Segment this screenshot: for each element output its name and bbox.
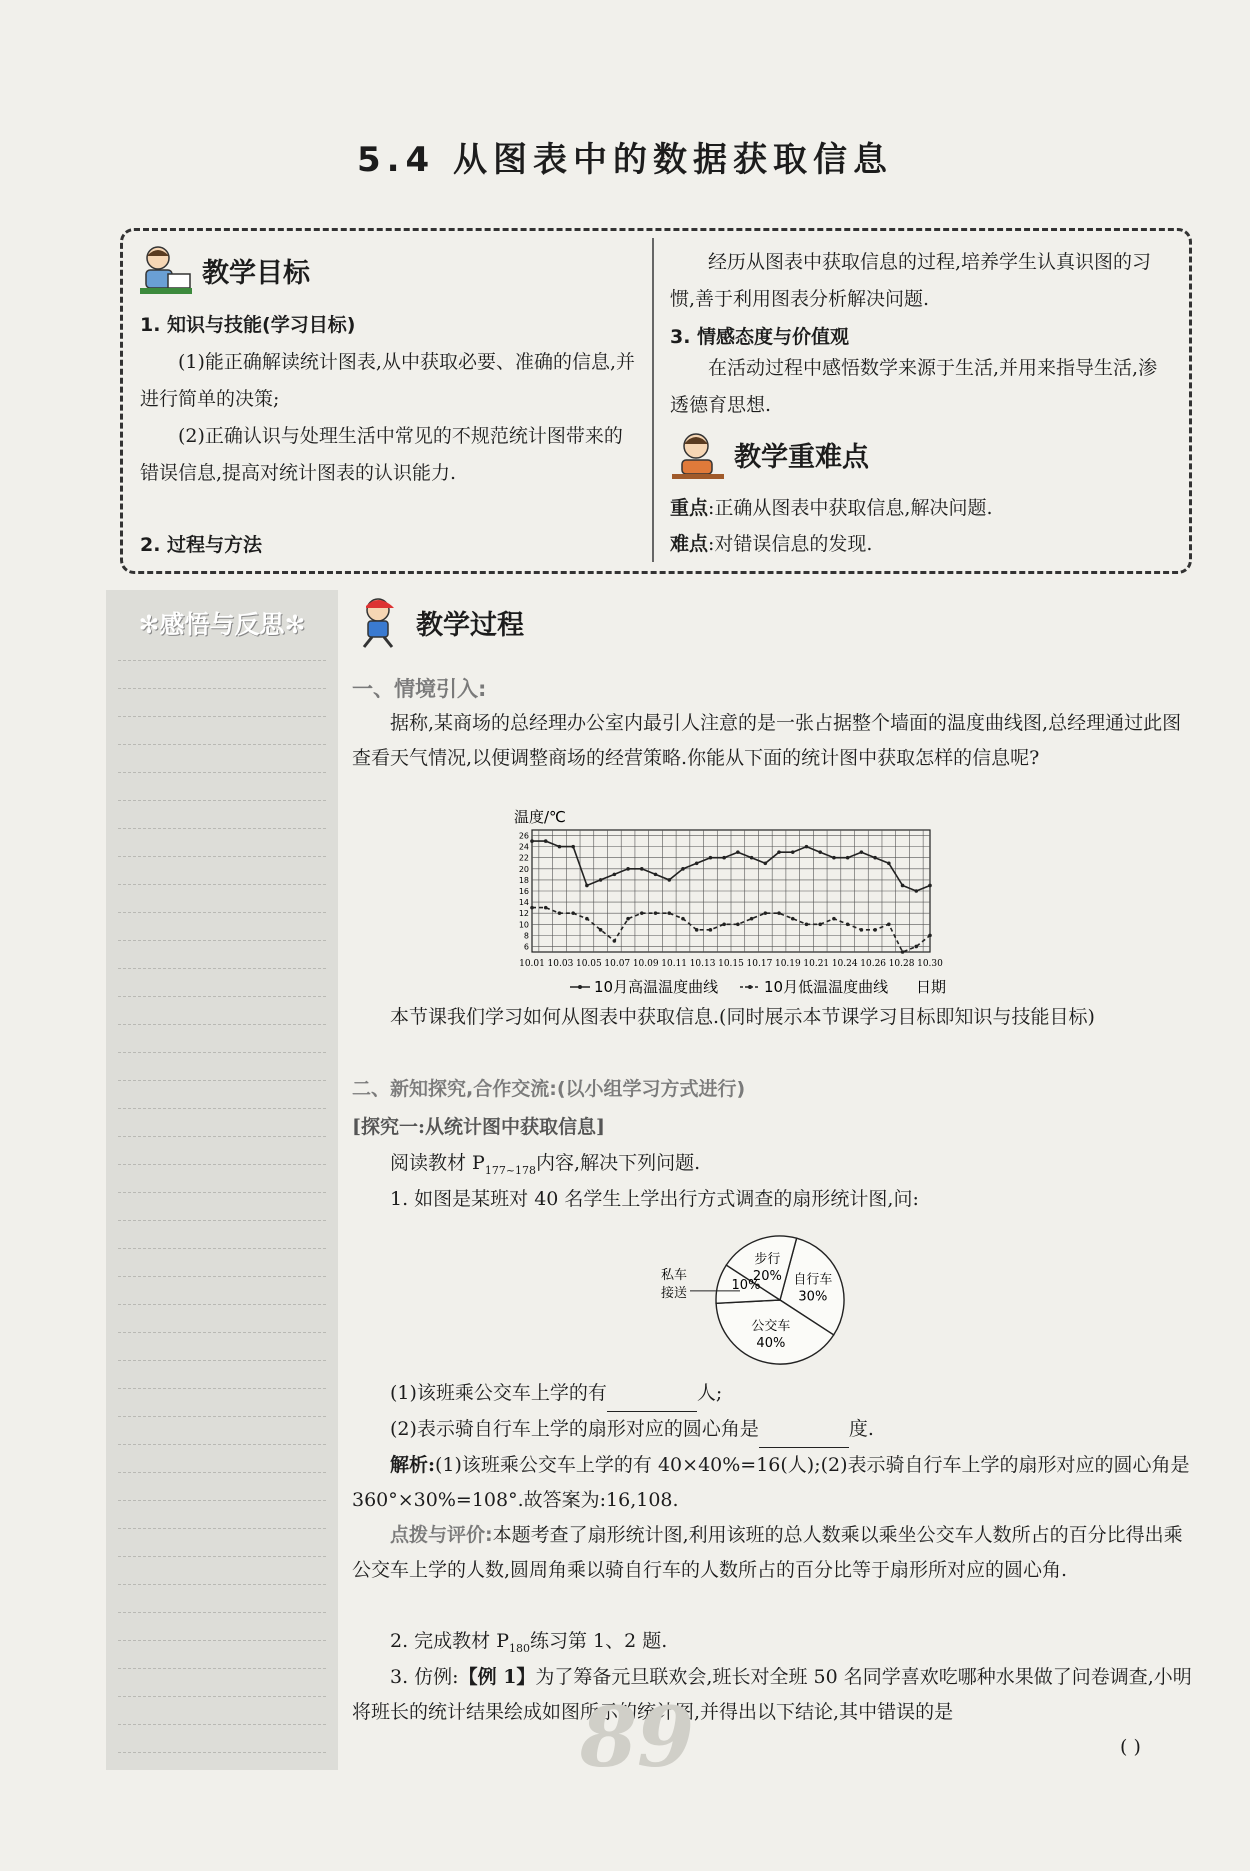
data-point bbox=[599, 878, 603, 882]
pie-value: 30% bbox=[798, 1289, 828, 1305]
question-1b: (2)表示骑自行车上学的扇形对应的圆心角是 度. bbox=[352, 1412, 1194, 1448]
analysis: 解析:(1)该班乘公交车上学的有 40×40%=16(人);(2)表示骑自行车上学的扇形对应的圆心角是 360°×30%=108°.故答案为:16,108. bbox=[352, 1454, 1190, 1511]
objective-3-title: 3. 情感态度与价值观 bbox=[670, 326, 850, 348]
travel-mode-pie-chart bbox=[660, 1210, 900, 1380]
data-point bbox=[709, 856, 713, 860]
pie-label: 私车 bbox=[660, 1267, 688, 1283]
answer-blank-2[interactable] bbox=[759, 1412, 849, 1448]
y-tick-label: 10 bbox=[518, 920, 529, 930]
data-point bbox=[846, 922, 850, 926]
question-2: 2. 完成教材 $P_{180}$练习第 1、2 题. bbox=[390, 1630, 668, 1655]
x-tick-label: 10.01 bbox=[519, 959, 545, 969]
sidebar-rule-line bbox=[118, 1752, 326, 1753]
objective-1-item-2: (2)正确认识与处理生活中常见的不规范统计图带来的错误信息,提高对统计图表的认识能力. bbox=[140, 425, 623, 484]
sidebar-rule-line bbox=[118, 660, 326, 661]
data-point bbox=[901, 884, 905, 888]
y-tick-label: 14 bbox=[518, 898, 529, 908]
pie-label: 步行 bbox=[754, 1252, 781, 1268]
after-chart-paragraph: 本节课我们学习如何从图表中获取信息.(同时展示本节课学习目标即知识与技能目标) bbox=[390, 1006, 1095, 1028]
sidebar-rule-line bbox=[118, 1416, 326, 1417]
legend-marker bbox=[578, 985, 582, 989]
pie-value: 40% bbox=[756, 1336, 786, 1352]
data-point bbox=[818, 922, 822, 926]
sidebar-rule-line bbox=[118, 1080, 326, 1081]
data-point bbox=[613, 873, 617, 877]
sidebar-rule-line bbox=[118, 1052, 326, 1053]
data-point bbox=[736, 922, 740, 926]
y-tick-label: 8 bbox=[523, 931, 529, 941]
data-point bbox=[654, 873, 658, 877]
data-point bbox=[530, 906, 534, 910]
y-axis-label: 温度/℃ bbox=[514, 808, 566, 826]
reflection-heading: ✻感悟与反思✻ bbox=[138, 610, 306, 639]
sidebar-rule-line bbox=[118, 968, 326, 969]
key-point: 重点:正确从图表中获取信息,解决问题. bbox=[670, 497, 993, 519]
sidebar-rule-line bbox=[118, 1724, 326, 1725]
sidebar-rule-line bbox=[118, 800, 326, 801]
section-1-heading: 一、情境引入: bbox=[352, 677, 487, 701]
sidebar-rule-line bbox=[118, 1696, 326, 1697]
data-point bbox=[750, 917, 754, 921]
sidebar-rule-line bbox=[118, 856, 326, 857]
pie-value: 20% bbox=[752, 1269, 782, 1285]
data-point bbox=[832, 917, 836, 921]
y-tick-label: 24 bbox=[518, 842, 529, 852]
data-point bbox=[681, 867, 685, 871]
answer-blank-1[interactable] bbox=[607, 1376, 697, 1412]
temperature-line-chart bbox=[510, 808, 1030, 1018]
data-point bbox=[860, 928, 864, 932]
x-tick-label: 10.28 bbox=[888, 959, 915, 969]
sidebar-rule-line bbox=[118, 716, 326, 717]
data-point bbox=[626, 867, 630, 871]
y-tick-label: 16 bbox=[518, 887, 529, 896]
data-point bbox=[722, 856, 726, 860]
thinking-student-icon bbox=[670, 428, 726, 480]
sidebar-rule-line bbox=[118, 772, 326, 773]
sidebar-rule-line bbox=[118, 1332, 326, 1333]
data-point bbox=[722, 922, 726, 926]
pie-label: 接送 bbox=[660, 1285, 688, 1301]
data-point bbox=[750, 856, 754, 860]
sidebar-rule-line bbox=[118, 1388, 326, 1389]
legend-label: 10月高温温度曲线 bbox=[594, 978, 719, 996]
data-point bbox=[901, 950, 905, 954]
data-point bbox=[544, 906, 548, 910]
question-1: 1. 如图是某班对 40 名学生上学出行方式调查的扇形统计图,问: bbox=[390, 1188, 919, 1210]
running-student-icon bbox=[350, 596, 406, 648]
y-tick-label: 18 bbox=[518, 875, 529, 885]
sidebar-rule-line bbox=[118, 1584, 326, 1585]
x-tick-label: 10.26 bbox=[860, 959, 887, 969]
x-tick-label: 10.03 bbox=[547, 959, 574, 969]
x-tick-label: 10.30 bbox=[917, 959, 943, 969]
data-point bbox=[681, 917, 685, 921]
data-point bbox=[832, 856, 836, 860]
answer-parentheses[interactable]: ( ) bbox=[1120, 1736, 1141, 1758]
data-point bbox=[846, 856, 850, 860]
question-3: 3. 仿例:【例 1】为了筹备元旦联欢会,班长对全班 50 名同学喜欢吃哪种水果做了问卷调查,小明将班长的统计结果绘成如图所示的统计图,并得出以下结论,其中错误的是 bbox=[352, 1666, 1192, 1723]
sidebar-rule-line bbox=[118, 1164, 326, 1165]
objective-1-item-1: (1)能正确解读统计图表,从中获取必要、准确的信息,并进行简单的决策; bbox=[140, 351, 635, 410]
x-tick-label: 10.11 bbox=[661, 959, 688, 969]
data-point bbox=[818, 850, 822, 854]
data-point bbox=[695, 928, 699, 932]
sidebar-rule-line bbox=[118, 1612, 326, 1613]
page-title: 5.4 从图表中的数据获取信息 bbox=[356, 140, 894, 180]
sidebar-rule-line bbox=[118, 996, 326, 997]
data-point bbox=[599, 928, 603, 932]
sidebar-rule-line bbox=[118, 884, 326, 885]
reading-student-icon bbox=[138, 244, 194, 296]
data-point bbox=[887, 861, 891, 865]
keypoints-heading: 教学重难点 bbox=[670, 428, 869, 480]
data-point bbox=[777, 850, 781, 854]
intro-paragraph: 据称,某商场的总经理办公室内最引人注意的是一张占据整个墙面的温度曲线图,总经理通过此图查看天气情况,以便调整商场的经营策略.你能从下面的统计图中获取怎样的信息呢? bbox=[352, 712, 1182, 769]
data-point bbox=[558, 845, 562, 849]
sidebar-rule-line bbox=[118, 1024, 326, 1025]
objective-2-text: 经历从图表中获取信息的过程,培养学生认真识图的习惯,善于利用图表分析解决问题. bbox=[670, 251, 1152, 310]
section-2-heading: 二、新知探究,合作交流:(以小组学习方式进行) bbox=[352, 1078, 746, 1100]
x-tick-label: 10.13 bbox=[689, 959, 716, 969]
x-tick-label: 10.19 bbox=[774, 959, 801, 969]
read-textbook: 阅读教材 $P_{177\sim 178}$内容,解决下列问题. bbox=[390, 1152, 701, 1177]
data-point bbox=[667, 878, 671, 882]
process-heading: 教学过程 bbox=[350, 596, 524, 648]
difficult-point: 难点:对错误信息的发现. bbox=[670, 533, 873, 555]
sidebar-rule-line bbox=[118, 1248, 326, 1249]
data-point bbox=[777, 911, 781, 915]
data-point bbox=[571, 845, 575, 849]
sidebar-rule-line bbox=[118, 1220, 326, 1221]
sidebar-rule-line bbox=[118, 1556, 326, 1557]
y-tick-label: 6 bbox=[523, 942, 529, 952]
data-point bbox=[805, 922, 809, 926]
sidebar-rule-line bbox=[118, 688, 326, 689]
sidebar-rule-line bbox=[118, 744, 326, 745]
data-point bbox=[640, 911, 644, 915]
y-tick-label: 22 bbox=[518, 853, 529, 863]
objectives-heading: 教学目标 bbox=[138, 244, 310, 296]
x-tick-label: 10.07 bbox=[604, 959, 631, 969]
comment: 点拨与评价:本题考查了扇形统计图,利用该班的总人数乘以乘坐公交车人数所占的百分比得出乘公交车上学的人数,圆周角乘以骑自行车的人数所占的百分比等于扇形所对应的圆心角. bbox=[352, 1524, 1183, 1581]
y-tick-label: 12 bbox=[518, 909, 529, 919]
sidebar-rule-line bbox=[118, 1472, 326, 1473]
pie-label: 自行车 bbox=[793, 1272, 833, 1288]
data-point bbox=[654, 911, 658, 915]
x-tick-label: 10.24 bbox=[831, 959, 858, 969]
pie-label: 公交车 bbox=[751, 1319, 791, 1335]
data-point bbox=[585, 884, 589, 888]
sidebar-rule-line bbox=[118, 1136, 326, 1137]
sidebar-rule-line bbox=[118, 1640, 326, 1641]
box-divider bbox=[652, 238, 654, 562]
sidebar-rule-line bbox=[118, 1304, 326, 1305]
y-tick-label: 20 bbox=[518, 864, 529, 874]
data-point bbox=[873, 856, 877, 860]
sidebar-rule-line bbox=[118, 940, 326, 941]
legend-marker bbox=[748, 985, 752, 989]
data-point bbox=[544, 839, 548, 843]
sidebar-rule-line bbox=[118, 912, 326, 913]
data-point bbox=[914, 889, 918, 893]
sidebar-rule-line bbox=[118, 1276, 326, 1277]
question-1a: (1)该班乘公交车上学的有 人; bbox=[352, 1376, 1194, 1412]
objective-3-text: 在活动过程中感悟数学来源于生活,并用来指导生活,渗透德育思想. bbox=[670, 357, 1158, 416]
data-point bbox=[873, 928, 877, 932]
page-number: 89 bbox=[580, 1690, 695, 1786]
objective-2-title: 2. 过程与方法 bbox=[140, 534, 263, 556]
sidebar-rule-line bbox=[118, 1500, 326, 1501]
sidebar-rule-line bbox=[118, 1528, 326, 1529]
sidebar-rule-line bbox=[118, 1192, 326, 1193]
sidebar-rule-line bbox=[118, 1360, 326, 1361]
x-tick-label: 10.09 bbox=[632, 959, 659, 969]
x-tick-label: 10.21 bbox=[803, 959, 830, 969]
data-point bbox=[613, 939, 617, 943]
data-point bbox=[764, 861, 768, 865]
data-point bbox=[764, 911, 768, 915]
data-point bbox=[571, 911, 575, 915]
data-point bbox=[928, 884, 932, 888]
data-point bbox=[860, 850, 864, 854]
data-point bbox=[640, 867, 644, 871]
reflection-sidebar bbox=[106, 590, 338, 1770]
data-point bbox=[928, 934, 932, 938]
sidebar-rule-line bbox=[118, 1668, 326, 1669]
pie-value: 10% bbox=[731, 1277, 761, 1293]
data-point bbox=[791, 917, 795, 921]
x-tick-label: 10.05 bbox=[575, 959, 602, 969]
x-tick-label: 10.17 bbox=[746, 959, 773, 969]
x-tick-label: 10.15 bbox=[718, 959, 744, 969]
sidebar-rule-line bbox=[118, 1444, 326, 1445]
x-axis-label: 日期 bbox=[916, 978, 947, 996]
data-point bbox=[805, 845, 809, 849]
explore-1-heading: [探究一:从统计图中获取信息] bbox=[352, 1116, 605, 1138]
data-point bbox=[626, 917, 630, 921]
data-point bbox=[695, 861, 699, 865]
data-point bbox=[791, 850, 795, 854]
data-point bbox=[914, 945, 918, 949]
data-point bbox=[709, 928, 713, 932]
data-point bbox=[530, 839, 534, 843]
data-point bbox=[736, 850, 740, 854]
objective-1-title: 1. 知识与技能(学习目标) bbox=[140, 314, 356, 336]
legend-label: 10月低温温度曲线 bbox=[764, 978, 889, 996]
sidebar-rule-line bbox=[118, 1108, 326, 1109]
y-tick-label: 26 bbox=[518, 831, 529, 841]
data-point bbox=[585, 917, 589, 921]
data-point bbox=[558, 911, 562, 915]
sidebar-rule-line bbox=[118, 828, 326, 829]
data-point bbox=[887, 922, 891, 926]
data-point bbox=[667, 911, 671, 915]
